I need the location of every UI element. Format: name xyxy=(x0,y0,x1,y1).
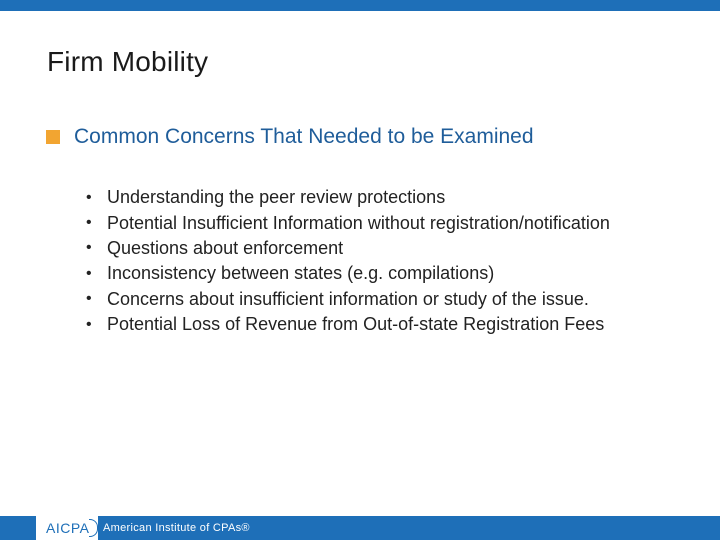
list-item xyxy=(86,312,610,337)
list-item xyxy=(86,236,610,261)
top-accent-bar xyxy=(0,0,720,11)
bullet-list xyxy=(86,185,610,337)
square-bullet-icon xyxy=(46,130,60,144)
bullet-text: Potential Loss of Revenue from Out-of-state Registration Fees xyxy=(107,314,605,335)
slide-title: Firm Mobility xyxy=(47,46,209,77)
slide-subheading: Common Concerns That Needed to be Examined xyxy=(74,125,534,148)
bullet-dot-icon: • xyxy=(86,239,92,257)
list-item xyxy=(86,287,610,312)
subheading-row xyxy=(46,124,534,150)
bullet-dot-icon: • xyxy=(86,214,92,232)
bullet-dot-icon: • xyxy=(86,188,92,206)
list-item xyxy=(86,261,610,286)
bullet-dot-icon: • xyxy=(86,315,92,333)
bullet-text: Questions about enforcement xyxy=(107,237,344,258)
bullet-text: Potential Insufficient Information without registration/notification xyxy=(107,212,610,233)
bullet-text: Understanding the peer review protections xyxy=(107,187,446,208)
aicpa-logo: AICPA xyxy=(46,520,90,536)
list-item xyxy=(86,210,610,235)
bullet-dot-icon: • xyxy=(86,264,92,282)
bullet-text: Concerns about insufficient information or study of the issue. xyxy=(107,288,589,309)
bullet-text: Inconsistency between states (e.g. compilations) xyxy=(107,263,495,284)
footer-bar xyxy=(0,516,720,540)
footer-org-name: American Institute of CPAs® xyxy=(103,522,250,534)
list-item xyxy=(86,185,610,210)
bullet-dot-icon: • xyxy=(86,290,92,308)
